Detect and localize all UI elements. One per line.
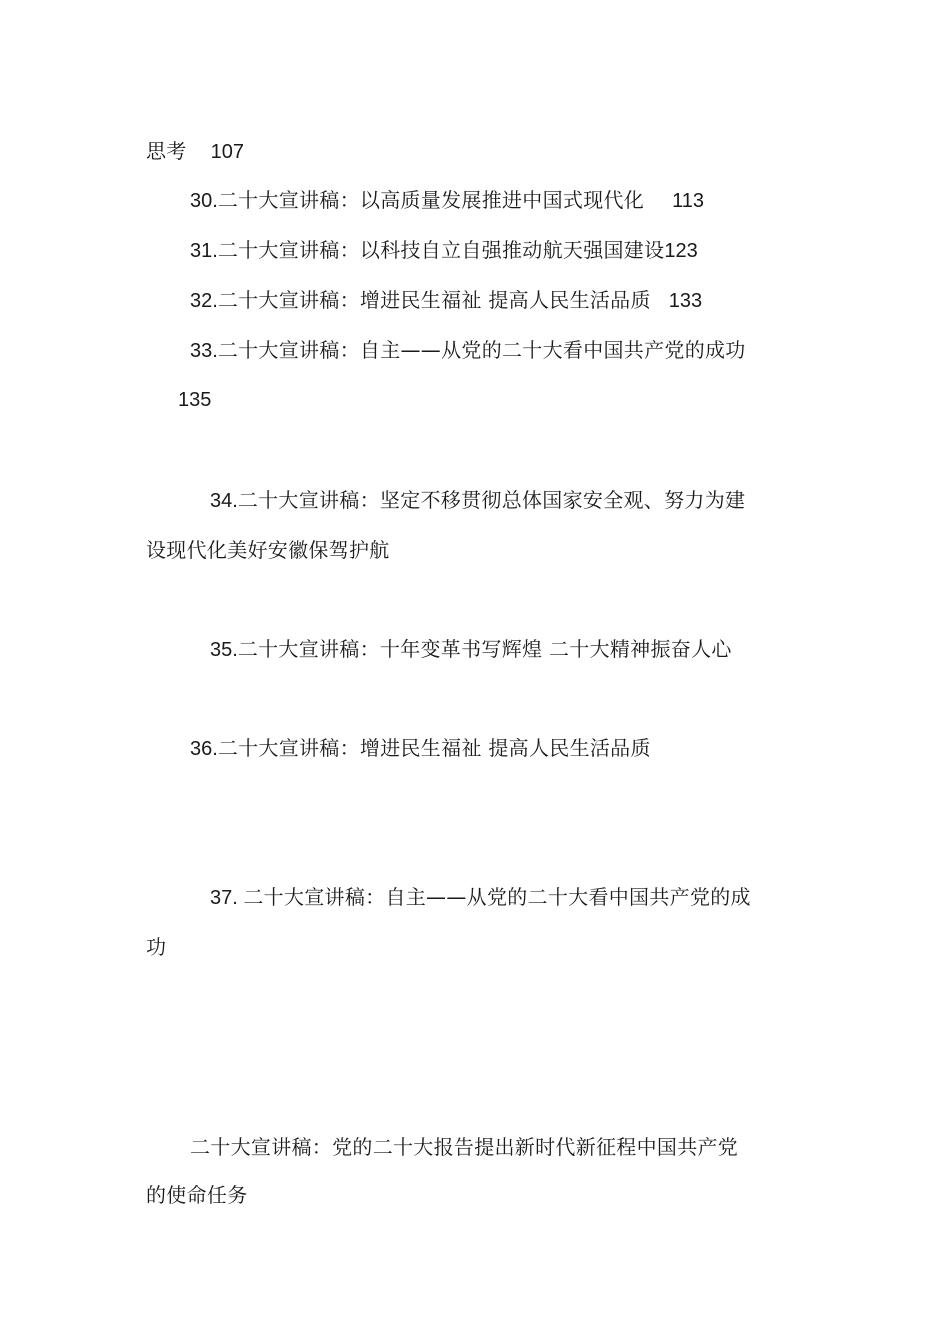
toc-page-number: 107 xyxy=(210,141,244,163)
toc-entry-text: 二十大宣讲稿：自主——从党的二十大看中国共产党的成功 xyxy=(217,338,746,362)
toc-page-number: 135 xyxy=(178,389,212,411)
toc-entry-37-continued: 功 xyxy=(146,935,167,959)
toc-entry-33 xyxy=(190,336,746,365)
toc-entry-37 xyxy=(210,883,751,912)
section-heading-continued: 的使命任务 xyxy=(146,1183,248,1207)
toc-entry-36 xyxy=(190,734,651,763)
toc-entry-34 xyxy=(210,486,745,515)
toc-entry-text: 二十大宣讲稿：自主——从党的二十大看中国共产党的成 xyxy=(243,885,751,909)
toc-page-number: 113 xyxy=(672,190,705,212)
toc-entry-number: 36. xyxy=(190,738,218,760)
toc-entry-continued xyxy=(146,137,244,166)
toc-page-number: 133 xyxy=(668,290,703,312)
toc-entry-number: 32. xyxy=(190,290,218,312)
toc-page-number: 123 xyxy=(664,240,698,262)
toc-entry-text: 思考 xyxy=(146,139,187,163)
toc-entry-text: 二十大宣讲稿：坚定不移贯彻总体国家安全观、努力为建 xyxy=(237,488,746,512)
toc-entry-number: 34. xyxy=(210,490,238,512)
toc-entry-text: 二十大宣讲稿：十年变革书写辉煌 二十大精神振奋人心 xyxy=(237,637,732,661)
section-heading: 二十大宣讲稿：党的二十大报告提出新时代新征程中国共产党 xyxy=(190,1135,739,1159)
toc-entry-number: 31. xyxy=(190,240,218,262)
toc-entry-35 xyxy=(210,635,732,664)
toc-entry-number: 30. xyxy=(190,190,218,212)
toc-entry-text: 二十大宣讲稿：增进民生福祉 提高人民生活品质 xyxy=(217,736,651,760)
toc-entry-text: 二十大宣讲稿：增进民生福祉 提高人民生活品质 xyxy=(217,288,651,312)
toc-entry-34-continued: 设现代化美好安徽保驾护航 xyxy=(146,538,390,562)
toc-entry-number: 35. xyxy=(210,639,238,661)
toc-entry-32 xyxy=(190,286,702,315)
toc-entry-text: 二十大宣讲稿：以科技自立自强推动航天强国建设 xyxy=(217,238,665,262)
toc-entry-text: 二十大宣讲稿：以高质量发展推进中国式现代化 xyxy=(217,188,645,212)
toc-entry-31 xyxy=(190,236,698,265)
toc-entry-number: 37. xyxy=(210,887,244,909)
toc-entry-30 xyxy=(190,186,704,215)
toc-entry-number: 33. xyxy=(190,340,218,362)
